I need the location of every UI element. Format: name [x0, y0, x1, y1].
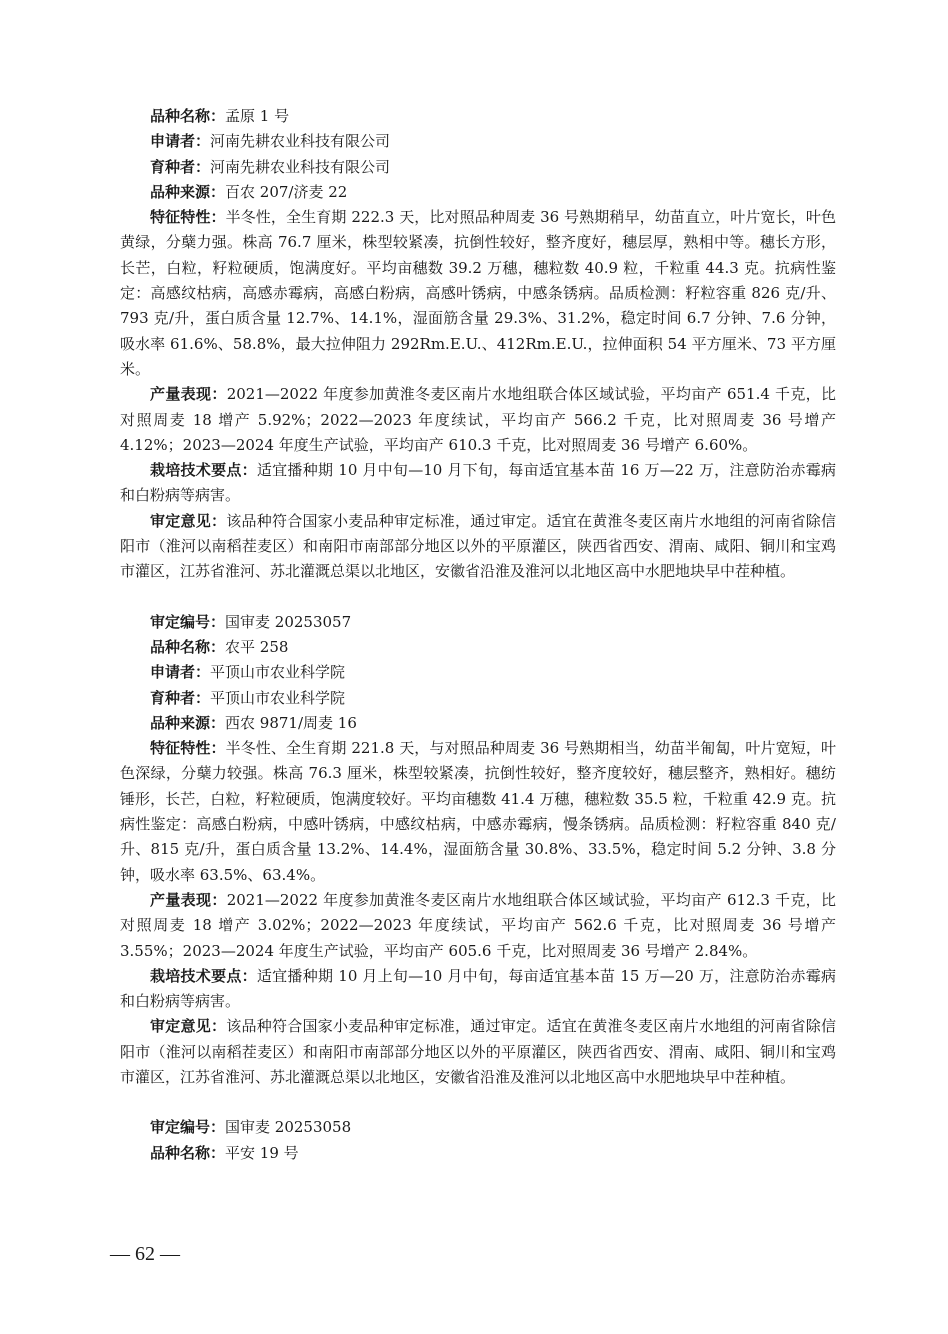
approval-opinion-paragraph: 审定意见：该品种符合国家小麦品种审定标准，通过审定。适宜在黄淮冬麦区南片水地组的河南省除信阳市（淮河以南稻茬麦区）和南阳市南部部分地区以外的平原灌区，陕西省西安、渭南、咸阳、铜川和宝鸡市灌区，江苏省淮河、苏北灌溉总渠以北地区，安徽省沿淮及淮河以北地区高中水肥地块早中茬种植。 — [120, 511, 836, 581]
page-number: — 62 — — [110, 1243, 180, 1265]
variety-entry — [120, 104, 836, 585]
traits-paragraph: 特征特性：半冬性，全生育期 222.3 天，比对照品种周麦 36 号熟期稍早，幼苗直立，叶片宽长，叶色黄绿，分蘖力强。株高 76.7 厘米，株型较紧凑，抗倒性较好，整齐度好，穗层厚，熟相中等。穗长方形，长芒，白粒，籽粒硬质，饱满度好。平均亩穗数 39.2 万穗，穗粒数 40.9 粒，千粒重 44.3 克。抗病性鉴定：高感纹枯病，高感赤霉病，高感白粉病，高感叶锈病，中感条锈病。品质检测：籽粒容重 826 克/升、793 克/升，蛋白质含量 12.7%、14.1%，湿面筋含量 29.3%、31.2%，稳定时间 6.7 分钟、7.6 分钟，吸水率 61.6%、58.8%，最大拉伸阻力 292Rm.E.U.、412Rm.E.U.，拉伸面积 54 平方厘米、73 平方厘米。 — [120, 208, 836, 378]
approval-opinion-paragraph: 审定意见：该品种符合国家小麦品种审定标准，通过审定。适宜在黄淮冬麦区南片水地组的河南省除信阳市（淮河以南稻茬麦区）和南阳市南部部分地区以外的平原灌区，陕西省西安、渭南、咸阳、铜川和宝鸡市灌区，江苏省淮河、苏北灌溉总渠以北地区，安徽省沿淮及淮河以北地区高中水肥地块早中茬种植。 — [120, 1017, 836, 1086]
field-approval-number: 审定编号：国审麦 20253058 — [150, 1118, 352, 1137]
field-variety-source: 品种来源：百农 207/济麦 22 — [150, 182, 348, 201]
field-variety-name: 品种名称：平安 19 号 — [150, 1143, 299, 1162]
field-applicant: 申请者：河南先耕农业科技有限公司 — [150, 132, 391, 151]
document-page — [120, 104, 836, 1166]
field-variety-name: 品种名称：孟原 1 号 — [150, 107, 290, 125]
field-breeder: 育种者：平顶山市农业科学院 — [150, 688, 346, 707]
field-variety-source: 品种来源：西农 9871/周麦 16 — [150, 713, 357, 732]
field-variety-name: 品种名称：农平 258 — [150, 637, 289, 656]
cultivation-paragraph: 栽培技术要点：适宜播种期 10 月中旬—10 月下旬，每亩适宜基本苗 16 万—22 万，注意防治赤霉病和白粉病等病害。 — [120, 461, 836, 505]
field-approval-number: 审定编号：国审麦 20253057 — [150, 612, 352, 631]
cultivation-paragraph: 栽培技术要点：适宜播种期 10 月上旬—10 月中旬，每亩适宜基本苗 15 万—20 万，注意防治赤霉病和白粉病等病害。 — [120, 966, 836, 1011]
field-breeder: 育种者：河南先耕农业科技有限公司 — [150, 157, 391, 176]
field-applicant: 申请者：平顶山市农业科学院 — [150, 663, 346, 682]
variety-entry — [120, 610, 836, 1091]
traits-paragraph: 特征特性：半冬性、全生育期 221.8 天，与对照品种周麦 36 号熟期相当，幼苗半匍匐，叶片宽短，叶色深绿，分蘖力较强。株高 76.3 厘米，株型较紧凑，抗倒性较好，整齐度较好，穗层整齐，熟相好。穗纺锤形，长芒，白粒，籽粒硬质，饱满度较好。平均亩穗数 41.4 万穗，穗粒数 35.5 粒，千粒重 42.9 克。抗病性鉴定：高感白粉病，中感叶锈病，中感纹枯病，中感赤霉病，慢条锈病。品质检测：籽粒容重 840 克/升、815 克/升，蛋白质含量 13.2%、14.4%，湿面筋含量 30.8%、33.5%，稳定时间 5.2 分钟、3.8 分钟，吸水率 63.5%、63.4%。 — [120, 739, 836, 884]
variety-entry — [120, 1115, 836, 1166]
yield-paragraph: 产量表现：2021—2022 年度参加黄淮冬麦区南片水地组联合体区域试验，平均亩产 612.3 千克，比对照周麦 18 增产 3.02%；2022—2023 年度续试，平均亩产 562.6 千克，比对照周麦 36 号增产 3.55%；2023—2024 年度生产试验，平均亩产 605.6 千克，比对照周麦 36 号增产 2.84%。 — [120, 890, 836, 960]
yield-paragraph: 产量表现：2021—2022 年度参加黄淮冬麦区南片水地组联合体区域试验，平均亩产 651.4 千克，比对照周麦 18 增产 5.92%；2022—2023 年度续试，平均亩产 566.2 千克，比对照周麦 36 号增产 4.12%；2023—2024 年度生产试验，平均亩产 610.3 千克，比对照周麦 36 号增产 6.60%。 — [120, 385, 836, 454]
